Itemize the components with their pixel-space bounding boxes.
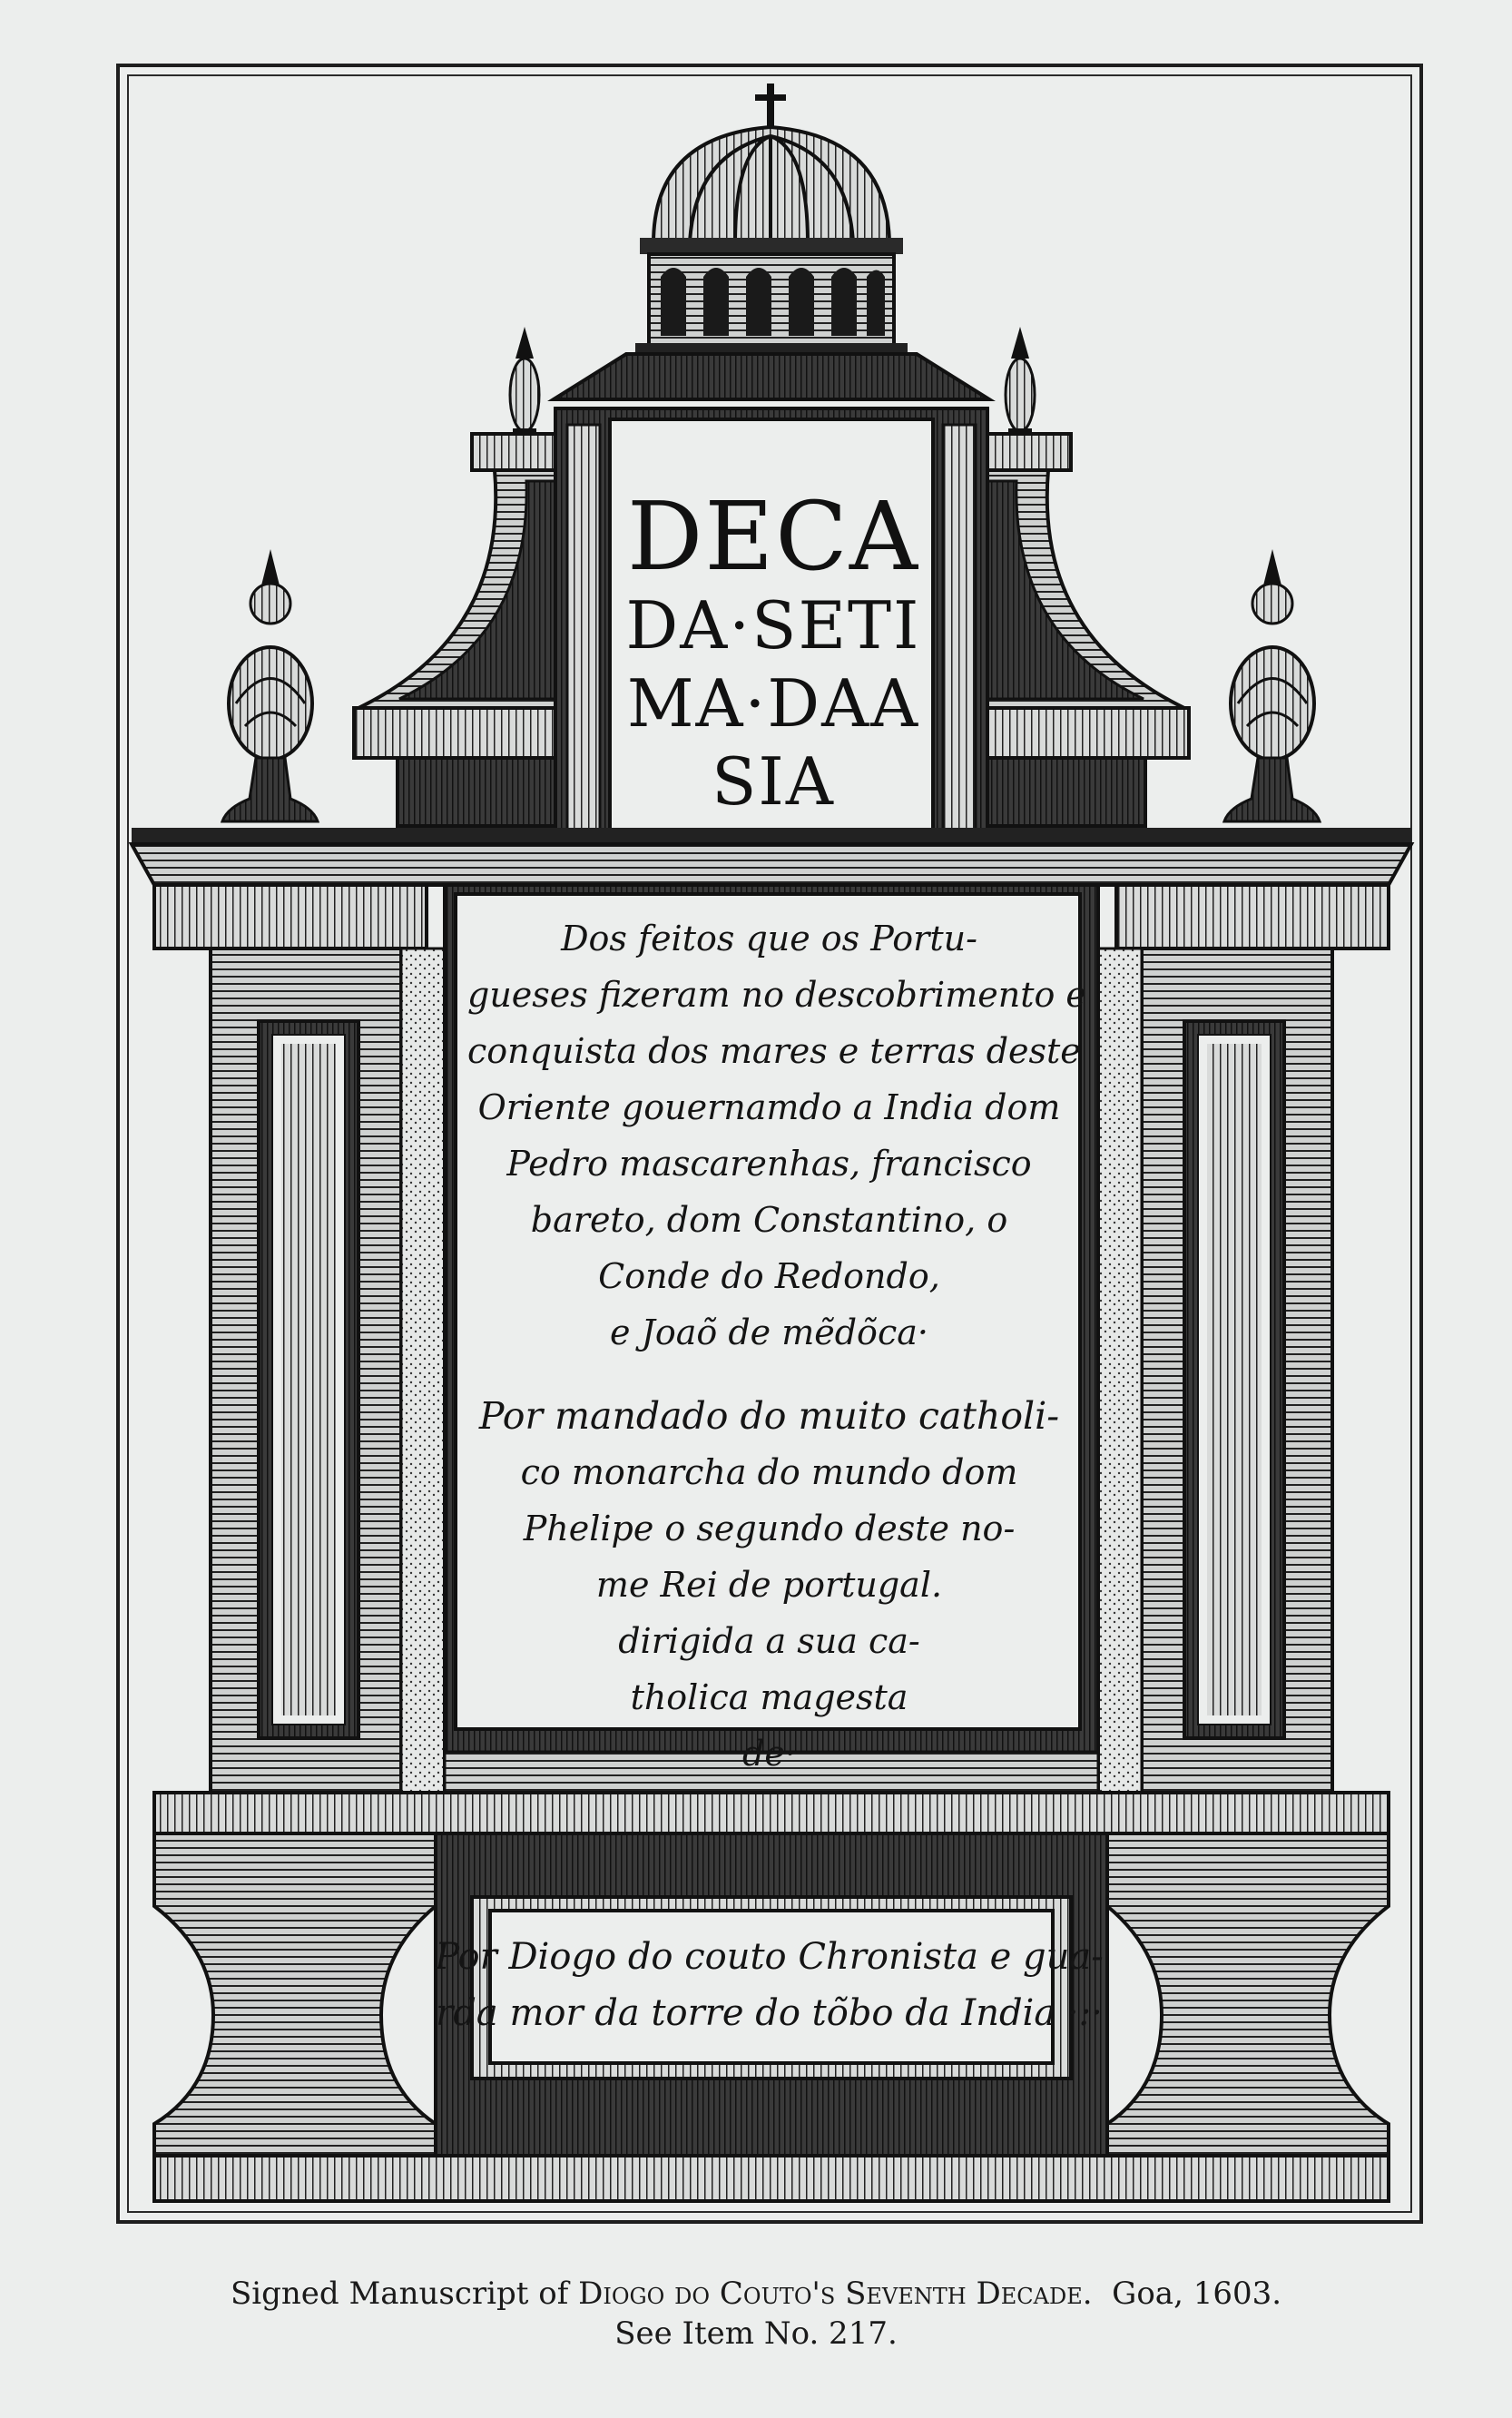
body-p1-line-4: Oriente gouernamdo a India dom <box>477 1087 1061 1127</box>
body-p2-line-2: co monarcha do mundo dom <box>520 1452 1018 1492</box>
right-pillar <box>1098 885 1389 1793</box>
body-p1-line-6: bareto, dom Constantino, o <box>530 1200 1008 1240</box>
left-pillar <box>154 885 445 1793</box>
body-p1-line-7: Conde do Redondo, <box>598 1256 940 1296</box>
body-p1-line-2: gueses fizeram no descobrimento e <box>467 975 1086 1015</box>
plaque-line-2: rda mor da torre do tõbo da India ·:· <box>436 1992 1103 2034</box>
body-p2-line-3: Phelipe o segundo deste no- <box>523 1509 1016 1548</box>
body-p2-line-7: de· <box>742 1734 796 1774</box>
left-small-finial-icon <box>510 327 539 436</box>
caption-line-1 <box>0 2274 1512 2314</box>
caption-author-title: Diogo do Couto's Seventh Decade. <box>578 2275 1093 2312</box>
cornice <box>132 828 1411 885</box>
body-p2-line-6: tholica magesta <box>630 1677 908 1717</box>
title-line-4: SIA <box>712 743 835 820</box>
author-plaque <box>435 1917 1104 2053</box>
right-small-finial-icon <box>1006 327 1035 436</box>
body-p1-line-3: conquista dos mares e terras deste <box>467 1031 1081 1071</box>
title-line-1: DECA <box>627 481 919 592</box>
cross-icon <box>755 84 786 129</box>
right-urn-finial-icon <box>1224 549 1320 821</box>
body-p1-line-5: Pedro mascarenhas, francisco <box>506 1144 1032 1184</box>
body-p1-line-8: e Joaõ de mẽdõca· <box>610 1312 928 1352</box>
body-p2-line-1: Por mandado do muito catholi- <box>478 1394 1060 1438</box>
caption-line-2: See Item No. 217. <box>614 2315 898 2352</box>
title-line-3: MA·DAA <box>626 665 920 742</box>
body-p2-line-5: dirigida a sua ca- <box>618 1621 920 1661</box>
plaque-line-1: Por Diogo do couto Chronista e gua- <box>435 1936 1104 1978</box>
left-urn-finial-icon <box>222 549 318 821</box>
figure-caption <box>0 2274 1512 2354</box>
dome-icon <box>635 127 908 354</box>
body-text <box>467 894 1086 1774</box>
title-line-2: DA·SETI <box>625 587 921 663</box>
caption-place-date: Goa, 1603. <box>1112 2275 1282 2312</box>
body-p2-line-4: me Rei de portugal. <box>595 1565 943 1605</box>
body-p1-line-1: Dos feitos que os Portu- <box>561 919 977 958</box>
decade-title <box>610 481 937 821</box>
caption-prefix: Signed Manuscript of <box>230 2275 579 2312</box>
